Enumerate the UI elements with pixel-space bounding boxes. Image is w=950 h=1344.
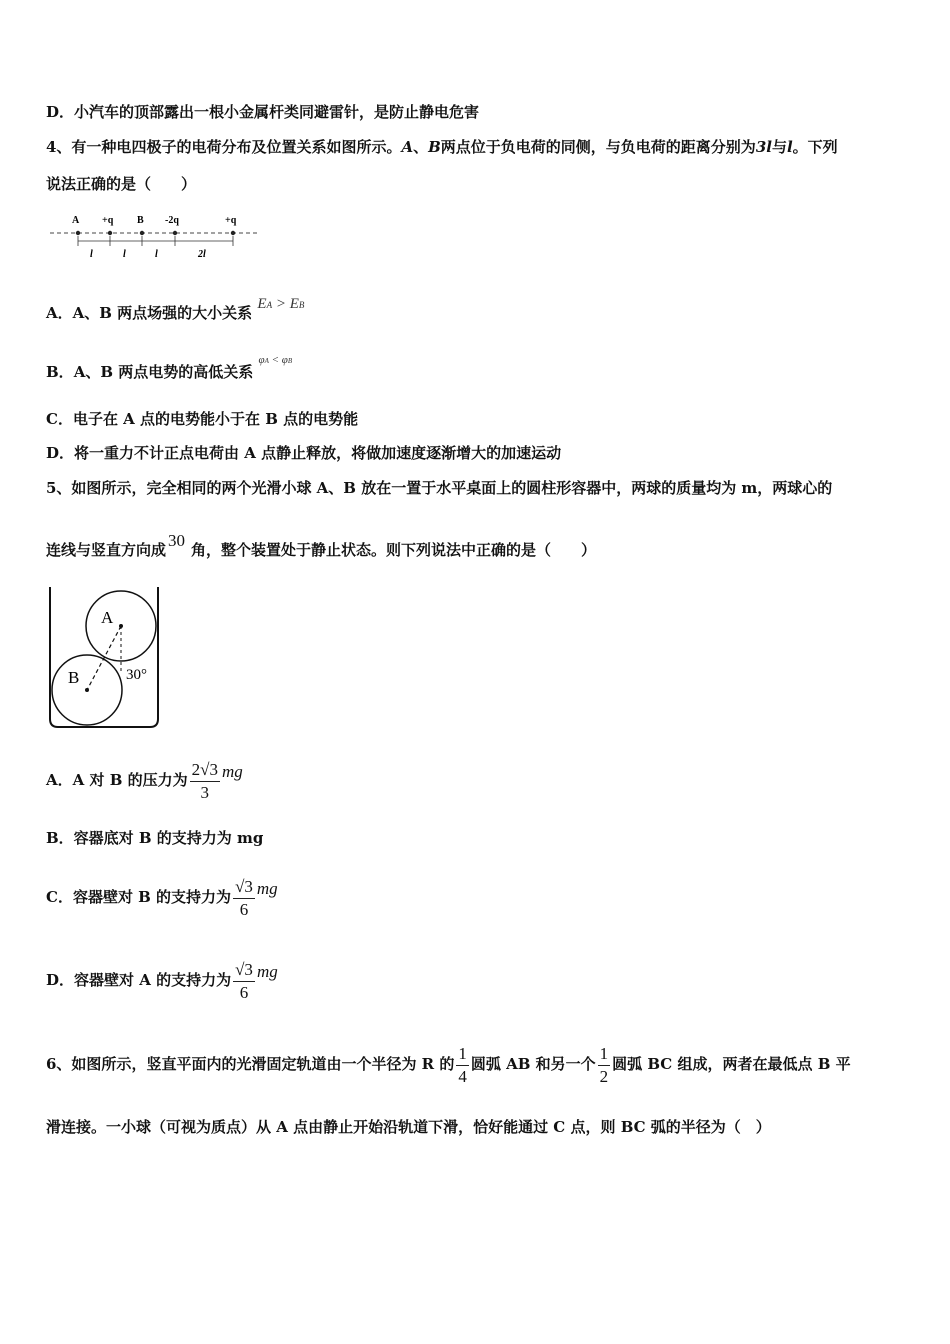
charge-minus-2q — [173, 231, 177, 235]
q5-stem-line1: 5、如图所示，完全相同的两个光滑小球 A、B 放在一置于水平桌面上的圆柱形容器中，两球的质量均为 m，两球心的 — [46, 479, 833, 497]
quadrupole-figure — [48, 210, 264, 262]
q4-stem-line1: 4、有一种电四极子的电荷分布及位置关系如图所示。A、B两点位于负电荷的同侧，与负电荷的距离分别为3l与l。下列 — [46, 138, 838, 156]
label-plus-q-1: +q — [102, 215, 114, 226]
q4-option-b: B．A、B 两点电势的高低关系 $^{\varphi A < \varphi B}$ — [46, 354, 293, 381]
q6-stem-line2: 滑连接。一小球（可视为质点）从 A 点由静止开始沿轨道下滑，恰好能通过 C 点，则 BC 弧的半径为（ ） — [46, 1118, 771, 1136]
q6-stem-line1: 6、如图所示，竖直平面内的光滑固定轨道由一个半径为 R 的 $\frac{1}{4}$ 圆弧 AB 和另一个 $\frac{1}{2}$ 圆弧 BC 组成，两者在最低点 B 平 — [46, 1043, 851, 1086]
q4-option-a: A．A、B 两点场强的大小关系 EA > EB — [46, 296, 305, 322]
q5-option-d: D．容器壁对 A 的支持力为 $\frac{√3}{6}$ mg — [46, 959, 278, 1002]
q4-option-d: D．将一重力不计正点电荷由 A 点静止释放，将做加速度逐渐增大的加速运动 — [46, 444, 562, 462]
fraction-sqrt3-over-6-c: $\frac{√3}{6}$ — [235, 876, 253, 919]
q5-stem-line2: 连线与竖直方向成 30 角，整个装置处于静止状态。则下列说法中正确的是（ ） — [46, 531, 597, 559]
angle-label: 30° — [126, 667, 147, 683]
formula-ea-gt-eb: EA > EB — [257, 296, 305, 312]
label-b: B — [137, 215, 144, 226]
fraction-one-half: $\frac{1}{2}$ — [599, 1043, 609, 1086]
span-l-3: l — [155, 249, 158, 260]
formula-phia-lt-phib: φA < φB — [258, 354, 293, 366]
q3-option-d: D．小汽车的顶部露出一根小金属杆类同避雷针，是防止静电危害 — [46, 103, 480, 121]
ball-b-label: B — [68, 668, 80, 687]
charge-plus-q-2 — [231, 231, 235, 235]
q5-option-c: C．容器壁对 B 的支持力为 $\frac{√3}{6}$ mg — [46, 876, 278, 919]
span-l-1: l — [90, 249, 93, 260]
ball-a-label: A — [101, 608, 114, 627]
span-l-2: l — [123, 249, 126, 260]
q5-option-b: B．容器底对 B 的支持力为 mg — [46, 829, 264, 847]
label-a: A — [72, 215, 80, 226]
label-minus-2q: -2q — [165, 215, 179, 226]
fraction-one-quarter: $\frac{1}{4}$ — [458, 1043, 467, 1086]
q4-option-c: C．电子在 A 点的电势能小于在 B 点的电势能 — [46, 410, 359, 428]
charge-plus-q-1 — [108, 231, 112, 235]
fraction-2sqrt3-over-3: $\frac{2√3}{3}$ — [191, 759, 218, 802]
fraction-sqrt3-over-6-d: $\frac{√3}{6}$ — [235, 959, 253, 1002]
point-a-dot — [76, 231, 80, 235]
point-b-dot — [140, 231, 144, 235]
label-plus-q-2: +q — [225, 215, 237, 226]
container-balls-figure — [44, 585, 170, 731]
span-2l: 2l — [198, 249, 206, 260]
q5-option-a: A．A 对 B 的压力为 $\frac{2√3}{3}$ mg — [46, 759, 243, 802]
q4-stem-line2: 说法正确的是（ ） — [46, 175, 197, 193]
